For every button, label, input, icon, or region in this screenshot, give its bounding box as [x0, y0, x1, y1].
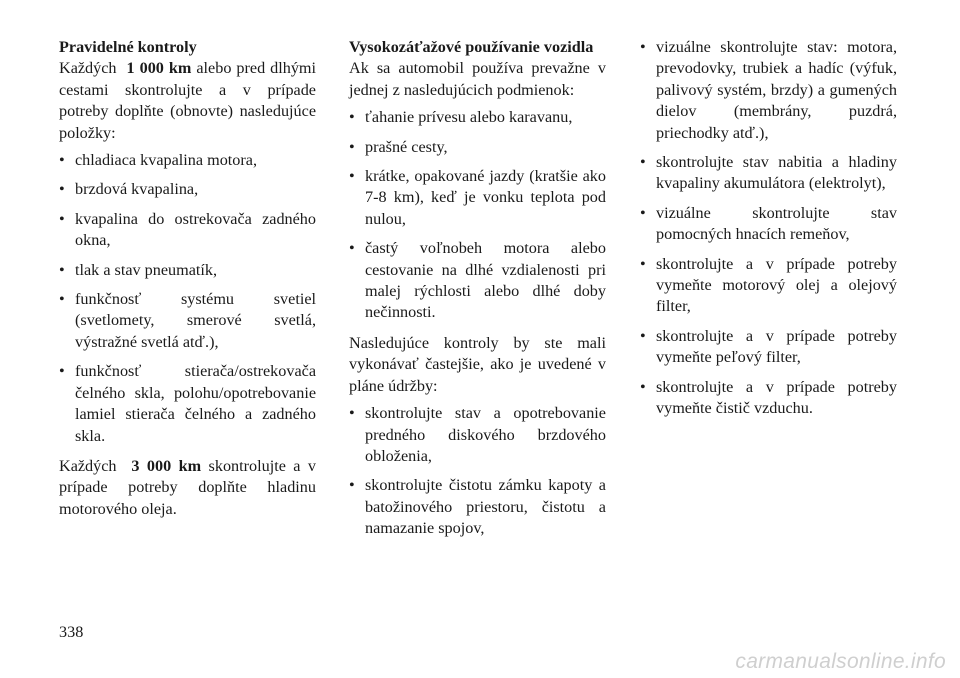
column-1 — [59, 37, 316, 529]
list-item: • ťahanie prívesu alebo karavanu, — [349, 107, 606, 128]
list-item: • vizuálne skontrolujte stav pomocných hnacích remeňov, — [640, 203, 897, 244]
section-heading-regular-checks: Pravidelné kontroly — [59, 38, 197, 56]
bullet-icon: • — [640, 203, 646, 222]
list-item: • kvapalina do ostrekovača zadného okna, — [59, 209, 316, 250]
bullet-icon: • — [640, 326, 646, 345]
regular-checks-list — [59, 150, 316, 447]
list-item: • prašné cesty, — [349, 137, 606, 158]
frequent-checks-list — [349, 403, 606, 539]
interval-1000km: 1 000 km — [126, 59, 192, 78]
list-item: • tlak a stav pneumatík, — [59, 260, 316, 281]
section-heading-heavy-duty: Vysokozáťažové používanie vozidla — [349, 38, 594, 56]
intro-text-after: alebo pred dlhými cestami skontrolujte a v prípade potreby doplňte (obnovte) nasledujúce položky: — [59, 59, 317, 142]
bullet-icon: • — [349, 404, 355, 423]
frequent-checks-list-continued — [640, 37, 897, 420]
page-number: 338 — [59, 623, 84, 641]
conditions-list — [349, 107, 606, 324]
bullet-icon: • — [59, 260, 65, 279]
bullet-icon: • — [349, 167, 355, 186]
outro-text-before: Každých — [59, 456, 117, 475]
list-item: • brzdová kvapalina, — [59, 179, 316, 200]
bullet-icon: • — [349, 239, 355, 258]
list-item: • funkčnosť systému svetiel (svetlomety, smerové svetlá, výstražné svetlá atď.), — [59, 290, 316, 351]
column-3 — [640, 37, 897, 429]
list-item: • funkčnosť stierača/ostrekovača čelného skla, polohu/opotrebovanie lamiel stierača čelného a zadného skla. — [59, 362, 316, 445]
bullet-icon: • — [59, 209, 65, 228]
bullet-icon: • — [640, 153, 646, 172]
list-item: • skontrolujte stav a opotrebovanie predného diskového brzdového obloženia, — [349, 404, 606, 465]
heavy-duty-intro: Ak sa automobil používa prevažne v jednej z nasledujúcich podmienok: — [349, 59, 606, 99]
bullet-icon: • — [59, 180, 65, 199]
bullet-icon: • — [349, 137, 355, 156]
bullet-icon: • — [349, 476, 355, 495]
list-item: • skontrolujte a v prípade potreby vymeňte peľový filter, — [640, 326, 897, 367]
list-item: • skontrolujte stav nabitia a hladiny kvapaliny akumulátora (elektrolyt), — [640, 153, 897, 193]
regular-checks-intro — [59, 58, 316, 144]
bullet-icon: • — [640, 254, 646, 273]
oil-check-paragraph — [59, 456, 316, 520]
bullet-icon: • — [640, 377, 646, 396]
bullet-icon: • — [59, 151, 65, 170]
list-item: • vizuálne skontrolujte stav: motora, prevodovky, trubiek a hadíc (výfuk, palivový systém, brzdy) a gumených dielov (membrány, puzdrá, priechodky atď.), — [640, 38, 897, 142]
bullet-icon: • — [59, 362, 65, 381]
bullet-icon: • — [640, 38, 646, 56]
outro-text-after: skontrolujte a v prípade potreby doplňte hladinu motorového oleja. — [59, 456, 317, 518]
list-item: • častý voľnobeh motora alebo cestovanie na dlhé vzdialenosti pri malej rýchlosti alebo dlhé doby nečinnosti. — [349, 239, 606, 322]
list-item: • chladiaca kvapalina motora, — [59, 150, 316, 171]
list-item: • skontrolujte a v prípade potreby vymeňte motorový olej a olejový filter, — [640, 254, 897, 316]
bullet-icon: • — [59, 290, 65, 309]
bullet-icon: • — [349, 108, 355, 127]
watermark: carmanualsonline.info — [735, 649, 946, 673]
column-2 — [349, 37, 606, 549]
intro-text-before: Každých — [59, 59, 117, 78]
list-item: • skontrolujte a v prípade potreby vymeňte čistič vzduchu. — [640, 377, 897, 418]
list-item: • skontrolujte čistotu zámku kapoty a batožinového priestoru, čistotu a namazanie spojov, — [349, 476, 606, 538]
list-item: • krátke, opakované jazdy (kratšie ako 7-8 km), keď je vonku teplota pod nulou, — [349, 167, 606, 228]
interval-3000km: 3 000 km — [131, 456, 202, 475]
frequent-checks-intro: Nasledujúce kontroly by ste mali vykonávať častejšie, ako je uvedené v pláne údržby: — [349, 333, 606, 395]
